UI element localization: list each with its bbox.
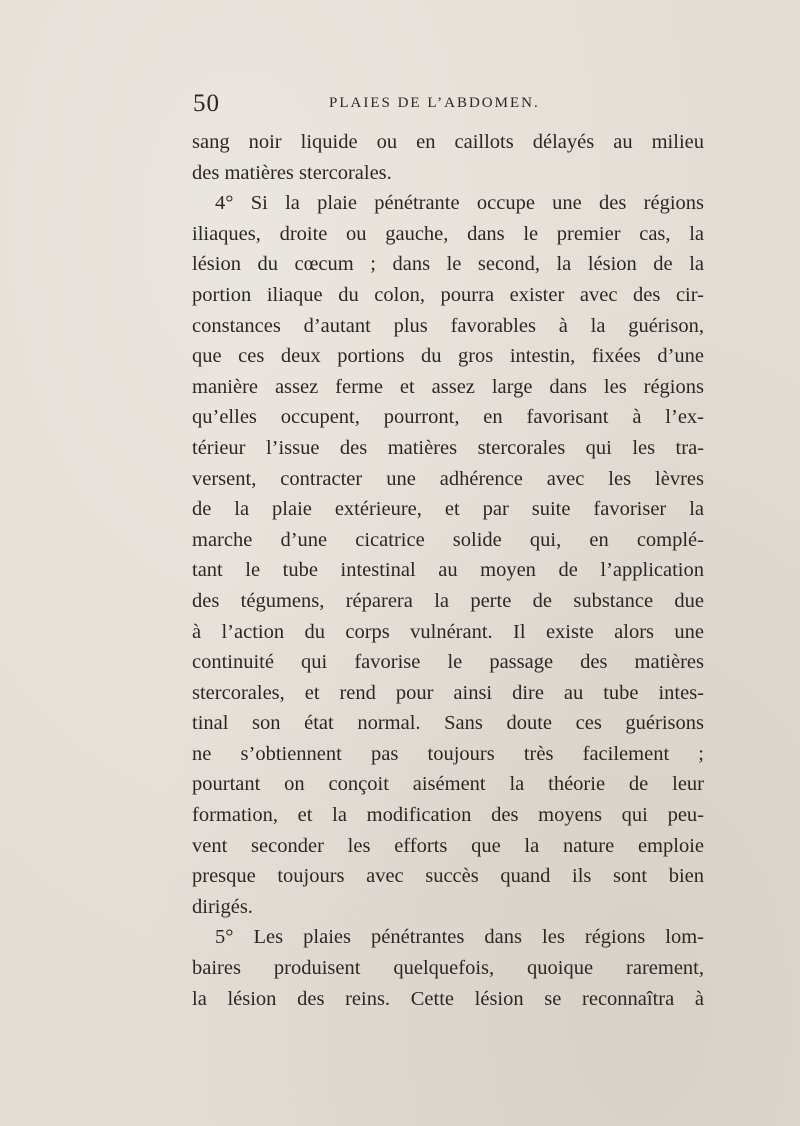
text-line: à l’action du corps vulnérant. Il existe alors une bbox=[192, 620, 704, 643]
text-line: tant le tube intestinal au moyen de l’application bbox=[192, 559, 704, 582]
text-line: qu’elles occupent, pourront, en favorisant à l’ex- bbox=[192, 406, 704, 429]
text-line: la lésion des reins. Cette lésion se reconnaîtra à bbox=[192, 987, 704, 1010]
text-line: versent, contracter une adhérence avec les lèvres bbox=[192, 467, 704, 490]
text-line: de la plaie extérieure, et par suite favoriser la bbox=[192, 498, 704, 521]
text-line: continuité qui favorise le passage des matières bbox=[192, 651, 704, 674]
text-line: des matières stercorales. bbox=[192, 161, 392, 184]
text-line: marche d’une cicatrice solide qui, en complé- bbox=[192, 528, 704, 551]
text-line: sang noir liquide ou en caillots délayés au milieu bbox=[192, 131, 704, 153]
text-line: vent seconder les efforts que la nature emploie bbox=[192, 834, 704, 857]
text-line: tinal son état normal. Sans doute ces guérisons bbox=[192, 712, 704, 735]
page-number: 50 bbox=[193, 90, 220, 117]
body-text bbox=[192, 127, 704, 1014]
text-line: que ces deux portions du gros intestin, fixées d’une bbox=[192, 345, 704, 368]
text-line: presque toujours avec succès quand ils sont bien bbox=[192, 865, 704, 888]
text-line: lésion du cœcum ; dans le second, la lésion de la bbox=[192, 253, 704, 276]
text-line: stercorales, et rend pour ainsi dire au tube intes- bbox=[192, 681, 704, 704]
page-header bbox=[193, 90, 705, 120]
text-line: formation, et la modification des moyens qui peu- bbox=[192, 804, 704, 827]
text-line: constances d’autant plus favorables à la guérison, bbox=[192, 314, 704, 337]
text-line: 5° Les plaies pénétrantes dans les régions lom- bbox=[215, 926, 704, 949]
text-line: manière assez ferme et assez large dans les régions bbox=[192, 375, 704, 398]
text-line: 4° Si la plaie pénétrante occupe une des régions bbox=[215, 192, 704, 215]
text-line: iliaques, droite ou gauche, dans le premier cas, la bbox=[192, 222, 704, 245]
text-line: dirigés. bbox=[192, 895, 253, 918]
text-line: térieur l’issue des matières stercorales qui les tra- bbox=[192, 436, 704, 459]
text-line: pourtant on conçoit aisément la théorie de leur bbox=[192, 773, 704, 796]
running-title: PLAIES DE L’ABDOMEN. bbox=[329, 95, 540, 111]
text-line: ne s’obtiennent pas toujours très facilement ; bbox=[192, 742, 704, 765]
text-line: baires produisent quelquefois, quoique rarement, bbox=[192, 957, 704, 980]
text-line: portion iliaque du colon, pourra exister avec des cir- bbox=[192, 283, 704, 306]
text-line: des tégumens, réparera la perte de substance due bbox=[192, 589, 704, 612]
